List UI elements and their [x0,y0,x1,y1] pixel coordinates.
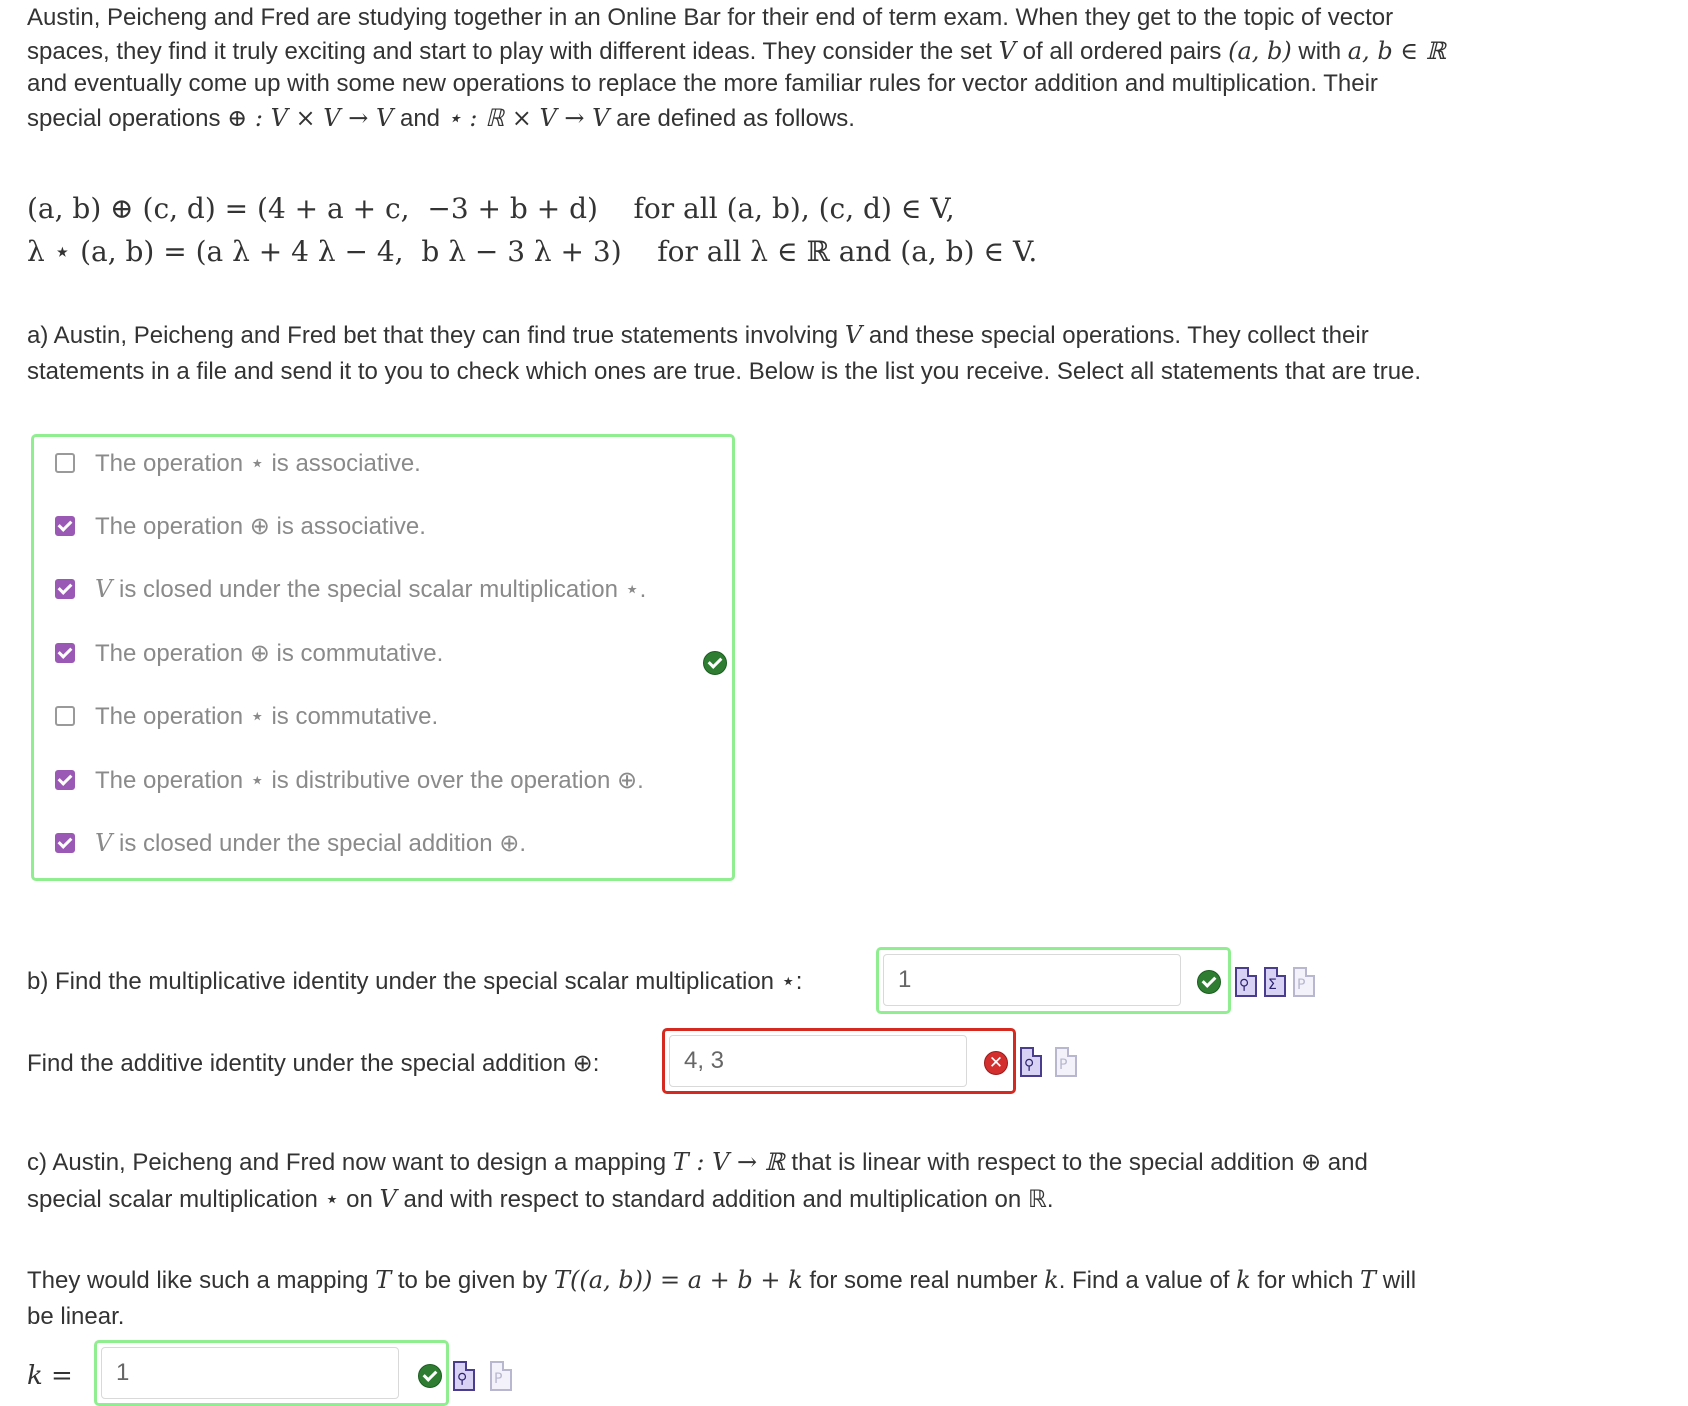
part-c-line-4: be linear. [27,1303,125,1330]
checkbox[interactable] [55,453,75,473]
option-label: V is closed under the special addition ⊕. [95,828,527,857]
intro-line-4: special operations ⊕ : V × V → V and ⋆ : ℝ × V → V are defined as follows. [27,104,855,132]
part-b-question-1: b) Find the multiplicative identity under the special scalar multiplication ⋆: [27,968,803,995]
checkbox-checked[interactable] [55,516,75,536]
p-icon[interactable]: P [1055,1047,1077,1077]
check-circle-icon [1197,970,1221,994]
option-oplus-associative[interactable] [55,506,426,546]
intro-line-1: Austin, Peicheng and Fred are studying together in an Online Bar for their end of term exam. When they get to the topic of vector [27,4,1394,31]
option-oplus-commutative[interactable] [55,633,443,673]
part-c-line-2: special scalar multiplication ⋆ on V and with respect to standard addition and multiplication on ℝ. [27,1185,1054,1213]
x-circle-icon: ✕ [984,1051,1008,1075]
additive-identity-input[interactable]: 4, 3 [669,1035,967,1087]
k-label: k = [27,1361,73,1391]
equation-scalar-multiplication: λ ⋆ (a, b) = (a λ + 4 λ − 4, b λ − 3 λ + 3) for all λ ∈ ℝ and (a, b) ∈ V. [27,235,1038,268]
check-circle-icon [703,651,727,675]
option-label: The operation ⊕ is associative. [95,512,426,540]
checkbox[interactable] [55,706,75,726]
sum-icon[interactable]: Σ [1264,967,1286,997]
part-b-question-2: Find the additive identity under the special addition ⊕: [27,1050,600,1077]
checkbox-checked[interactable] [55,770,75,790]
option-label: The operation ⊕ is commutative. [95,639,444,667]
option-closed-under-oplus[interactable] [55,823,526,863]
k-value-input[interactable]: 1 [101,1347,399,1399]
intro-line-2: spaces, they find it truly exciting and start to play with different ideas. They consider the set V of all ordered pairs (a, b) with a, b ∈ ℝ [27,37,1446,65]
option-label: The operation ⋆ is distributive over the operation ⊕. [95,766,644,794]
option-label: The operation ⋆ is associative. [95,449,421,477]
part-a-question-line-2: statements in a file and send it to you to check which ones are true. Below is the list you receive. Select all statements that are true. [27,358,1422,385]
p-icon[interactable]: P [490,1361,512,1391]
preview-icon[interactable]: ⚲ [1235,967,1257,997]
intro-line-3: and eventually come up with some new operations to replace the more familiar rules for vector addition and multiplication. Their [27,70,1378,97]
part-c-line-1: c) Austin, Peicheng and Fred now want to design a mapping T : V → ℝ that is linear with respect to the special addition ⊕ and [27,1148,1368,1176]
option-star-commutative[interactable] [55,696,438,736]
option-star-associative[interactable] [55,443,421,483]
check-circle-icon [418,1364,442,1388]
part-a-question-line-1: a) Austin, Peicheng and Fred bet that they can find true statements involving V and these special operations. They collect their [27,321,1369,349]
checkbox-checked[interactable] [55,833,75,853]
option-closed-under-star[interactable] [55,569,646,609]
preview-icon[interactable]: ⚲ [453,1361,475,1391]
part-c-line-3: They would like such a mapping T to be given by T((a, b)) = a + b + k for some real number k. Find a value of k for which T will [27,1266,1417,1294]
option-label: V is closed under the special scalar multiplication ⋆. [95,574,647,603]
multiplicative-identity-input[interactable]: 1 [883,954,1181,1006]
p-icon[interactable]: P [1293,967,1315,997]
option-star-distributive[interactable] [55,760,644,800]
checkbox-checked[interactable] [55,579,75,599]
preview-icon[interactable]: ⚲ [1020,1047,1042,1077]
option-label: The operation ⋆ is commutative. [95,702,439,730]
checkbox-checked[interactable] [55,643,75,663]
equation-addition: (a, b) ⊕ (c, d) = (4 + a + c, −3 + b + d) for all (a, b), (c, d) ∈ V, [27,192,955,225]
